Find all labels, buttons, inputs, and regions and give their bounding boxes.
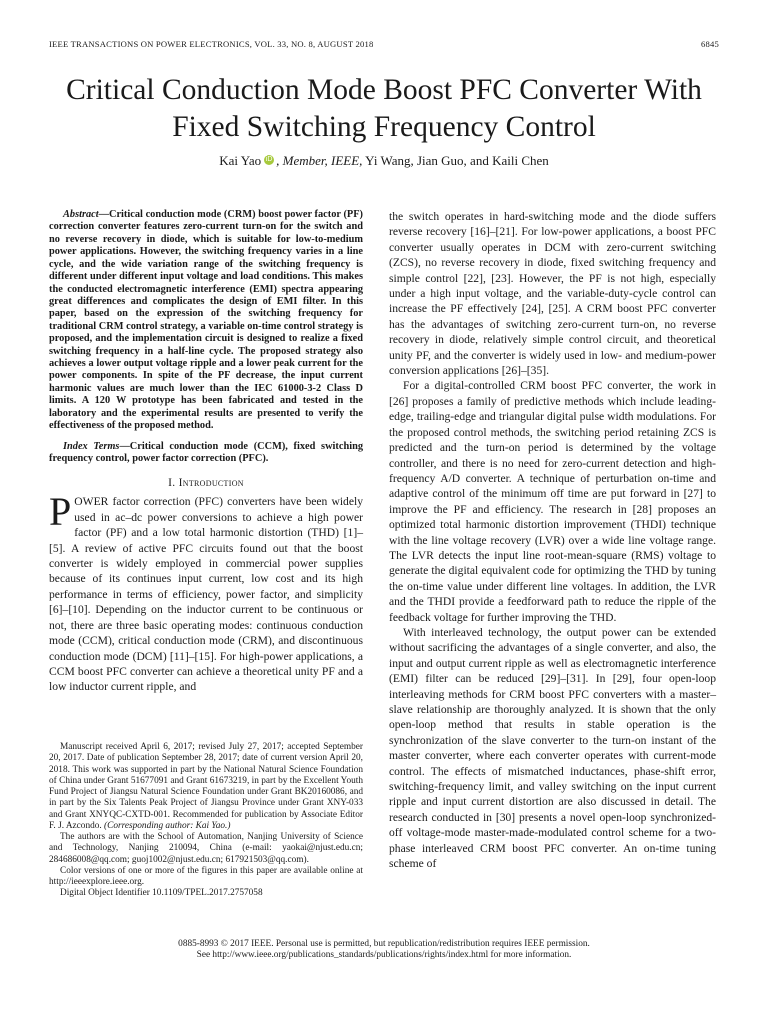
index-terms: [49, 441, 363, 466]
copyright-line-1: 0885-8993 © 2017 IEEE. Personal use is permitted, but republication/redistribution requires IEEE permission.: [178, 939, 590, 949]
footnote-color-versions: Color versions of one or more of the figures in this paper are available online at http://ieeexplore.ieee.org.: [49, 865, 363, 887]
section-number: I.: [168, 477, 176, 490]
title-line-1: Critical Conduction Mode Boost PFC Converter With: [66, 74, 702, 106]
abstract: [49, 209, 363, 433]
footnote-affiliation: The authors are with the School of Automation, Nanjing University of Science and Technology, Nanjing 210094, China (e-mail: yaokai@njust.edu.cn; 284686008@qq.com; guoj1002@njust.edu.cn; 617921503@qq.com).: [49, 832, 363, 865]
abstract-text: —Critical conduction mode (CRM) boost power factor (PF) correction converter features zero-current turn-on for the switch and no reverse recovery in diode, which is suitable for low-to-medium power applications. However, the switching frequency varies in a line cycle, and the wide variation range of the switching frequency is different under different input voltage and load conditions. This makes the conducted electromagnetic interference (EMI) spectra appearing great differences and complicates the design of EMI filter. In this paper, based on the expression of the switching frequency for traditional CRM control strategy, a variable on-time control strategy is proposed, and the implementation circuit is designed to realize a fixed switching frequency in a half-line cycle. The proposed strategy also achieves a lower output voltage ripple and a lower peak current for the power components. In spite of the PF decrease, the input current harmonic values are much lower than the IEC 61000-3-2 Class D limits. A 120 W prototype has been fabricated and tested in the laboratory and the experimental results are presented to verify the effectiveness of the proposed method.: [49, 209, 363, 432]
intro-paragraph-1-continued: the switch operates in hard-switching mode and the diode suffers reverse recovery [16]–[21]. For low-power applications, a boost PFC converter usually operates in DCM with zero-current switching (ZCS), no reverse recovery in diode, fixed switching frequency and simple control [22], [23]. However, the PF is not high, especially under a high input voltage, and the variable-duty-cycle control can increase the PF effectively [24], [25]. A CRM boost PFC converter has the advantages of switching zero-current turn-on, no reverse recovery in diode, relatively simple control circuit, and theoretical unity PF, and the converter is widely used in low- and medium-power conversion applications [26]–[35].: [389, 210, 716, 378]
author-first: Kai Yao: [219, 153, 262, 168]
running-header: [49, 39, 719, 53]
orcid-icon[interactable]: iD: [265, 156, 273, 163]
left-column: [49, 209, 363, 695]
paper-title: [30, 72, 738, 146]
journal-name: IEEE TRANSACTIONS ON POWER ELECTRONICS, VOL. 33, NO. 8, AUGUST 2018: [49, 39, 374, 49]
abstract-label: Abstract: [63, 209, 99, 220]
right-column: [389, 209, 716, 871]
intro-paragraph-2: For a digital-controlled CRM boost PFC converter, the work in [26] proposes a family of predictive methods which include leading-edge, trailing-edge and triangular digital pulse width modulations. For the proposed control methods, the switching period retaining ZCS is predicted and the turn-on period is determined by the voltage controller, and there is no need for zero-current detection and high-frequency A/D converter. A technique of perturbation on-time and adaptive control of the minimum off time are put forward in [27] to improve the PF and efficiency. The research in [28] proposes an optimized total harmonic distortion improvement (THDI) technique with the line voltage recovery (LVR) over a wide line voltage range. The LVR detects the input line root-mean-square (RMS) voltage to generate the digital equivalent code for optimizing the THD by tuning the on-time value under different line voltages. In addition, the LVR and the THDI provide a feedforward path to reduce the ripple of the feedback voltage for further improving the THD.: [389, 379, 716, 624]
footnote-manuscript: [49, 742, 363, 832]
footnote-doi: Digital Object Identifier 10.1109/TPEL.2017.2757058: [60, 888, 263, 899]
intro-paragraph-1: [49, 489, 363, 694]
drop-cap: P: [49, 489, 72, 535]
footnote-manuscript-text: Manuscript received April 6, 2017; revised July 27, 2017; accepted September 20, 2017. Date of publication September 28, 2017; date of current version April 20, 2018. This work was supported in part by the National Natural Science Foundation of China under Grant 51677091 and Grant 61673219, in part by the Excellent Youth Fund Project of Jiangsu Natural Science Foundation under Grant BK20160086, and in part by the Six Talents Peak Project of Jiangsu Province under Grant XNY-033 and Grant XNYQC-CXTD-001. Recommended for publication by Associate Editor F. J. Azcondo.: [49, 742, 363, 831]
footnote-corresponding: (Corresponding author: Kai Yao.): [104, 820, 231, 831]
copyright-notice: [30, 939, 738, 962]
author-first-role: , Member, IEEE,: [276, 153, 363, 168]
intro-paragraph-3: With interleaved technology, the output power can be extended without sacrificing the advantages of a single converter, and also, the input and output current ripple as well as electromagnetic interference (EMI) filter can be reduced [29]–[31]. In [29], four open-loop interleaving methods for CRM boost PFC converters with a master–slave relationship are thoroughly analyzed. It is shown that the only open-loop method that results in stable operation is the synchronization of the slave converter to the turn-on instant of the master converter, where each converter operates with current-mode control. The effects of mismatched inductances, phase-shift error, switching-frequency limit, and valley switching on the input current ripple and input current distortion are also discussed in detail. The research conducted in [30] presents a novel open-loop synchronized-off voltage-mode master-made-modulated control scheme for a two-phase interleaved CRM boost PFC converter. An on-time tuning scheme of: [389, 625, 716, 871]
title-line-2: Fixed Switching Frequency Control: [172, 111, 596, 143]
intro-paragraph-1-text: OWER factor correction (PFC) converters have been widely used in ac–dc power conversions to achieve a high power factor (PF) and a low total harmonic distortion (THD) [1]–[5]. A review of active PFC circuits found out that the boost converter is widely employed in commercial power supplies because of its continues input current, low cost and its high performance in terms of efficiency, power factor, and simplicity [6]–[10]. Depending on the inductor current to be continuous or not, there are three basic operating modes: continuous conduction mode (CCM), critical conduction mode (CRM), and discontinuous conduction mode (DCM) [11]–[15]. For high-power applications, a CCM boost PFC converter can achieve a theoretical unity PF and a low inductor current ripple, and: [49, 495, 363, 694]
index-terms-text: —Critical conduction mode (CCM), fixed switching frequency control, power factor correction (PFC).: [49, 440, 364, 465]
footnotes: [49, 742, 363, 900]
author-list: [30, 152, 738, 170]
page-number: 6845: [701, 39, 719, 49]
author-rest: Yi Wang, Jian Guo, and Kaili Chen: [362, 153, 549, 168]
section-heading-introduction: [49, 477, 363, 489]
index-terms-label: Index Terms: [63, 440, 120, 452]
section-title: Introduction: [178, 477, 244, 490]
copyright-line-2: See http://www.ieee.org/publications_standards/publications/rights/index.html for more information.: [196, 950, 572, 961]
